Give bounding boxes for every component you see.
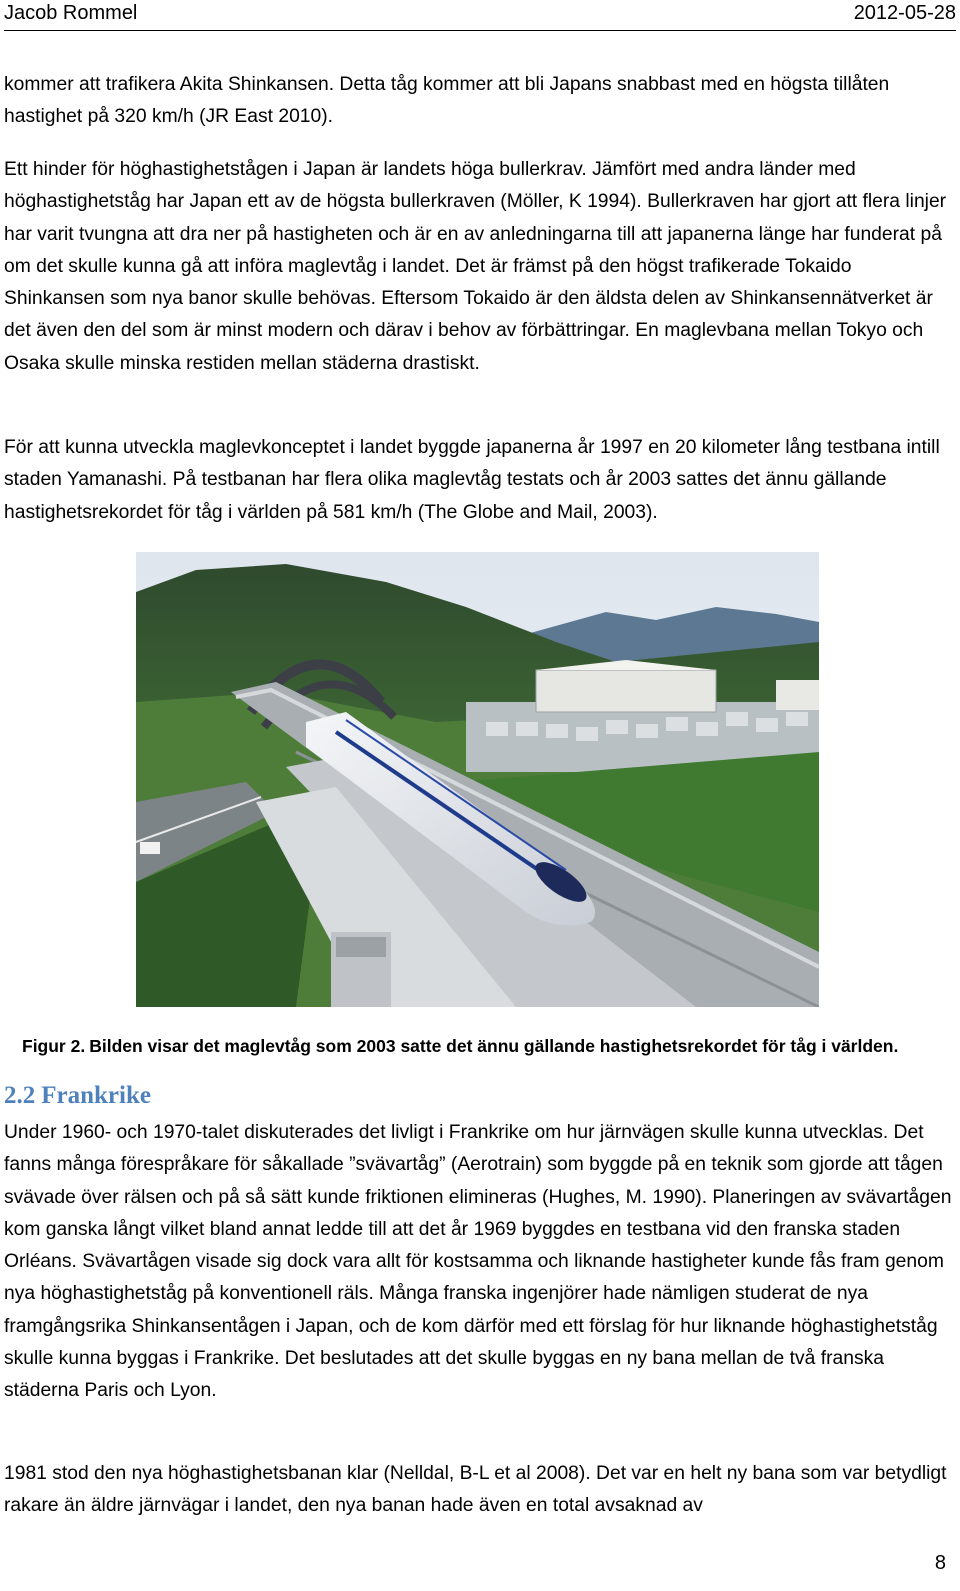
header-date: 2012-05-28 — [853, 2, 956, 24]
header-divider — [4, 30, 956, 31]
section-heading — [4, 1082, 151, 1110]
header-author: Jacob Rommel — [4, 2, 138, 24]
maglev-train-photo — [136, 552, 819, 1007]
paragraph-1: kommer att trafikera Akita Shinkansen. Detta tåg kommer att bli Japans snabbast med en högsta tillåten hastighet på 320 km/h (JR East 2010). — [4, 74, 890, 128]
page-number: 8 — [934, 1552, 946, 1574]
section-paragraph-1: Under 1960- och 1970-talet diskuterades det livligt i Frankrike om hur järnvägen skulle kunna utvecklas. Det fanns många förespråkare för såkallade ”svävartåg” (Aerotrain) som byggde på en teknik som gjorde att tågen svävade över rälsen och på så sätt kunde friktionen elimineras (Hughes, M. 1990). Planeringen av svävartågen kom ganska långt vilket bland annat ledde till att det år 1969 byggdes en testbana vid den franska staden Orléans. Svävartågen visade sig dock vara allt för kostsamma och liknande hastigheter kunde fås fram genom nya höghastighetståg på konventionell räls. Många franska ingenjörer hade nämligen studerat de nya framgångsrika Shinkansentågen i Japan, och de kom därför med ett förslag för hur liknande höghastighetståg skulle kunna byggas i Frankrike. Det beslutades att det skulle byggas en ny bana mellan de två franska städerna Paris och Lyon. — [4, 1122, 952, 1402]
figure-caption-text: Bilden visar det maglevtåg som 2003 satte det ännu gällande hastighetsrekordet för tåg i världen. — [89, 1036, 899, 1056]
paragraph-2: Ett hinder för höghastighetstågen i Japan är landets höga bullerkrav. Jämfört med andra länder med höghastighetståg har Japan ett av de högsta bullerkraven (Möller, K 1994). Bullerkraven har gjort att flera linjer har varit tvungna att dra ner på hastigheten och är en av anledningarna till att japanerna länge har funderat på om det skulle kunna gå att införa maglevtåg i landet. Det är främst på den högst trafikerade Tokaido Shinkansen som nya banor skulle behövas. Eftersom Tokaido är den äldsta delen av Shinkansennätverket är det även den del som är minst modern och därav i behov av förbättringar. En maglevbana mellan Tokyo och Osaka skulle minska restiden mellan städerna drastiskt. — [4, 159, 947, 374]
section-number: 2.2 — [4, 1082, 36, 1109]
section-paragraph-2: 1981 stod den nya höghastighetsbanan klar (Nelldal, B-L et al 2008). Det var en helt ny bana som var betydligt rakare än äldre järnvägar i landet, den nya banan hade även en total avsaknad av — [4, 1463, 947, 1517]
section-title: Frankrike — [41, 1082, 151, 1109]
paragraph-3: För att kunna utveckla maglevkonceptet i landet byggde japanerna år 1997 en 20 kilometer lång testbana intill staden Yamanashi. På testbanan har flera olika maglevtåg testats och år 2003 sattes det ännu gällande hastighetsrekordet för tåg i världen på 581 km/h (The Globe and Mail, 2003). — [4, 437, 940, 523]
page-header — [4, 0, 956, 30]
figure-caption — [22, 1036, 898, 1057]
figure-caption-number: Figur 2. — [22, 1036, 86, 1056]
